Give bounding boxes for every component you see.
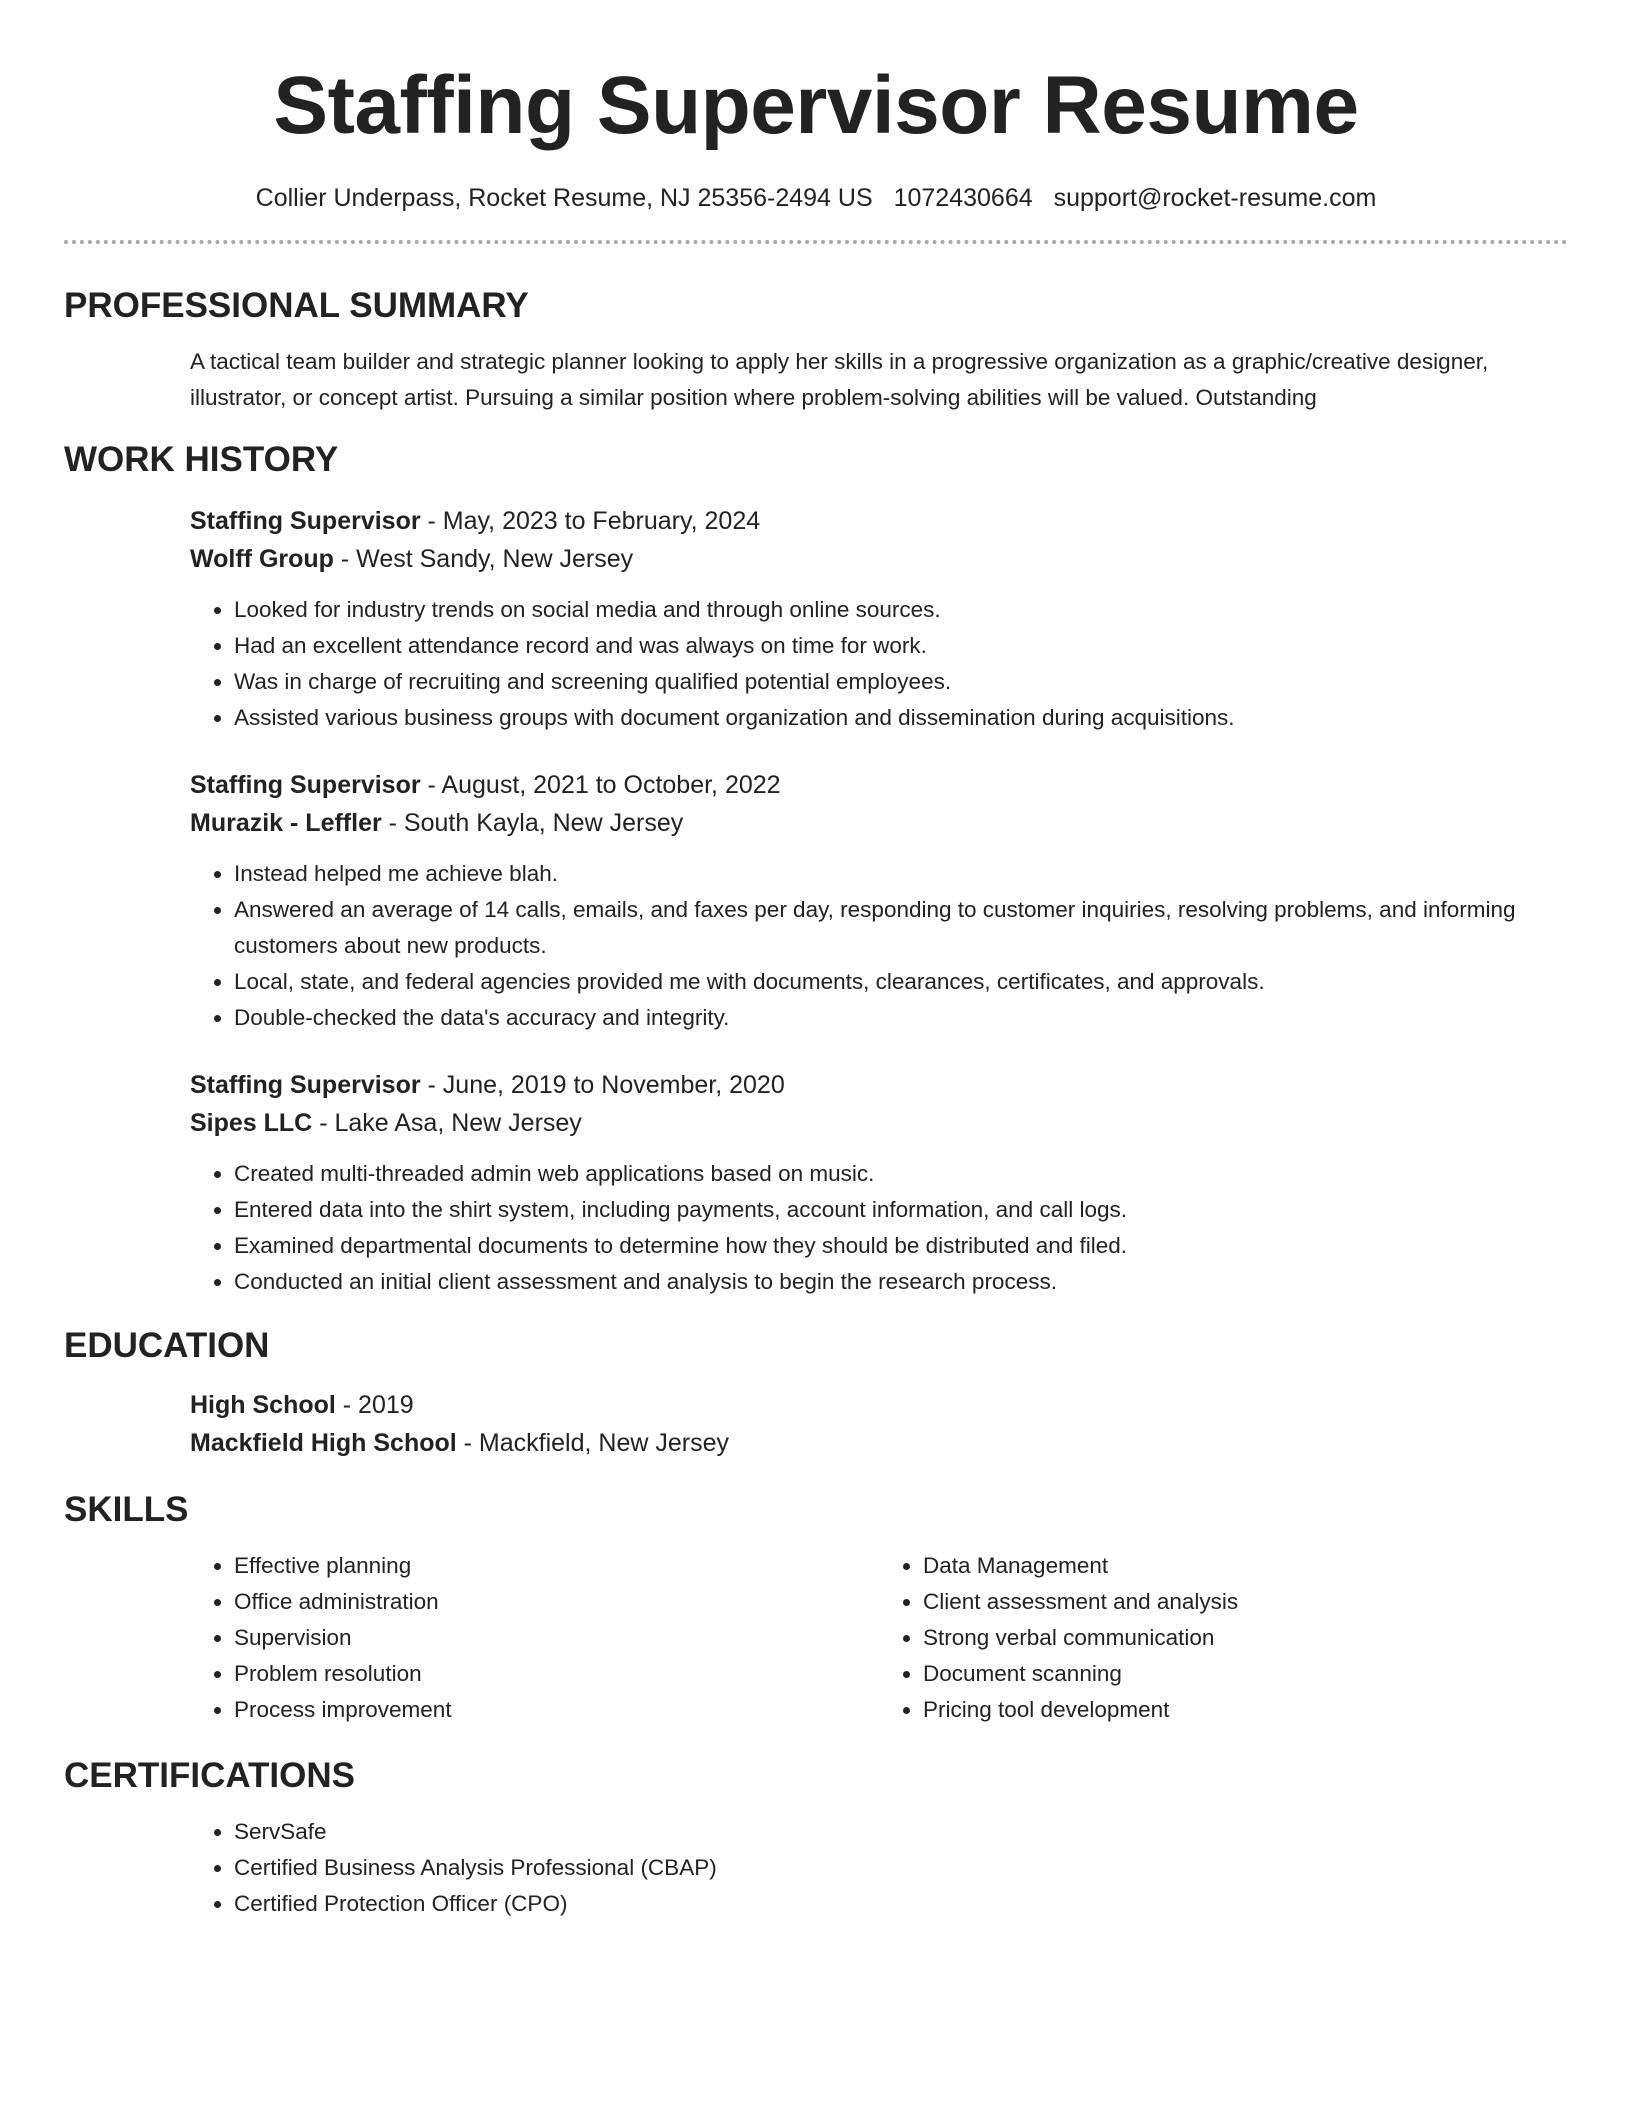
header-divider xyxy=(64,240,1568,244)
job-entry xyxy=(64,766,1568,1036)
job-location: - Lake Asa, New Jersey xyxy=(312,1109,582,1137)
job-entry xyxy=(64,502,1568,736)
job-bullets xyxy=(190,856,1568,1036)
job-bullets xyxy=(190,1156,1568,1300)
work-history-section xyxy=(64,438,1568,1300)
education-school: Mackfield High School xyxy=(190,1429,457,1457)
list-item: • Document scanning xyxy=(923,1656,1568,1692)
list-item: • Office administration xyxy=(234,1584,879,1620)
list-item: • Examined departmental documents to determine how they should be distributed and filed. xyxy=(234,1228,1568,1264)
list-item: • Conducted an initial client assessment and analysis to begin the research process. xyxy=(234,1264,1568,1300)
list-item: • Supervision xyxy=(234,1620,879,1656)
skills-grid xyxy=(64,1548,1568,1728)
contact-address: Collier Underpass, Rocket Resume, NJ 25356-2494 US xyxy=(255,184,873,212)
job-title-line xyxy=(190,502,1568,540)
education-entry xyxy=(64,1386,1568,1462)
list-item: • Certified Business Analysis Professional (CBAP) xyxy=(234,1850,1568,1886)
job-company-line xyxy=(190,1104,1568,1142)
list-item: • Data Management xyxy=(923,1548,1568,1584)
list-item: • Looked for industry trends on social media and through online sources. xyxy=(234,592,1568,628)
job-dates: - June, 2019 to November, 2020 xyxy=(420,1071,785,1099)
education-degree-line xyxy=(190,1386,1568,1424)
job-company: Murazik - Leffler xyxy=(190,809,382,837)
job-title: Staffing Supervisor xyxy=(190,1071,421,1099)
contact-line xyxy=(64,182,1568,214)
list-item: • Assisted various business groups with document organization and dissemination during acquisitions. xyxy=(234,700,1568,736)
list-item: • Problem resolution xyxy=(234,1656,879,1692)
list-item: • Client assessment and analysis xyxy=(923,1584,1568,1620)
list-item: • Effective planning xyxy=(234,1548,879,1584)
skills-list-right xyxy=(879,1548,1568,1728)
list-item: • Entered data into the shirt system, including payments, account information, and call logs. xyxy=(234,1192,1568,1228)
list-item: • ServSafe xyxy=(234,1814,1568,1850)
job-location: - South Kayla, New Jersey xyxy=(381,809,684,837)
job-company-line xyxy=(190,540,1568,578)
list-item: • Strong verbal communication xyxy=(923,1620,1568,1656)
education-heading: EDUCATION xyxy=(64,1326,270,1365)
work-history-heading: WORK HISTORY xyxy=(64,440,339,479)
list-item: • Pricing tool development xyxy=(923,1692,1568,1728)
skills-heading: SKILLS xyxy=(64,1490,189,1529)
job-title: Staffing Supervisor xyxy=(190,507,421,535)
list-item: • Process improvement xyxy=(234,1692,879,1728)
summary-section xyxy=(64,284,1568,416)
list-item: • Created multi-threaded admin web applications based on music. xyxy=(234,1156,1568,1192)
education-location: - Mackfield, New Jersey xyxy=(456,1429,729,1457)
job-company-line xyxy=(190,804,1568,842)
list-item: • Had an excellent attendance record and was always on time for work. xyxy=(234,628,1568,664)
education-school-line xyxy=(190,1424,1568,1462)
job-location: - West Sandy, New Jersey xyxy=(333,545,634,573)
education-section xyxy=(64,1324,1568,1462)
list-item: • Double-checked the data's accuracy and integrity. xyxy=(234,1000,1568,1036)
job-dates: - August, 2021 to October, 2022 xyxy=(420,771,781,799)
certifications-heading: CERTIFICATIONS xyxy=(64,1756,356,1795)
list-item: • Was in charge of recruiting and screening qualified potential employees. xyxy=(234,664,1568,700)
job-company: Wolff Group xyxy=(190,545,334,573)
contact-phone: 1072430664 xyxy=(893,184,1033,212)
job-title-line xyxy=(190,1066,1568,1104)
education-year: - 2019 xyxy=(335,1391,414,1419)
summary-text: A tactical team builder and strategic planner looking to apply her skills in a progressive organization as a graphic/creative designer, illustrator, or concept artist. Pursuing a similar position where problem-solving abilities will be valued. Outstanding xyxy=(190,349,1489,410)
skills-section xyxy=(64,1488,1568,1728)
certifications-list xyxy=(190,1814,1568,1922)
list-item: • Instead helped me achieve blah. xyxy=(234,856,1568,892)
job-dates: - May, 2023 to February, 2024 xyxy=(420,507,761,535)
summary-heading: PROFESSIONAL SUMMARY xyxy=(64,286,529,325)
certifications-block xyxy=(64,1814,1568,1922)
list-item: • Answered an average of 14 calls, emails, and faxes per day, responding to customer inquiries, resolving problems, and informing customers about new products. xyxy=(234,892,1568,964)
skills-list-left xyxy=(190,1548,879,1728)
job-entry xyxy=(64,1066,1568,1300)
certifications-section xyxy=(64,1754,1568,1922)
job-title-line xyxy=(190,766,1568,804)
contact-email: support@rocket-resume.com xyxy=(1053,184,1377,212)
list-item: • Local, state, and federal agencies provided me with documents, clearances, certificates, and approvals. xyxy=(234,964,1568,1000)
job-bullets xyxy=(190,592,1568,736)
page-title: Staffing Supervisor Resume xyxy=(273,60,1359,151)
education-degree: High School xyxy=(190,1391,336,1419)
job-title: Staffing Supervisor xyxy=(190,771,421,799)
list-item: • Certified Protection Officer (CPO) xyxy=(234,1886,1568,1922)
job-company: Sipes LLC xyxy=(190,1109,313,1137)
